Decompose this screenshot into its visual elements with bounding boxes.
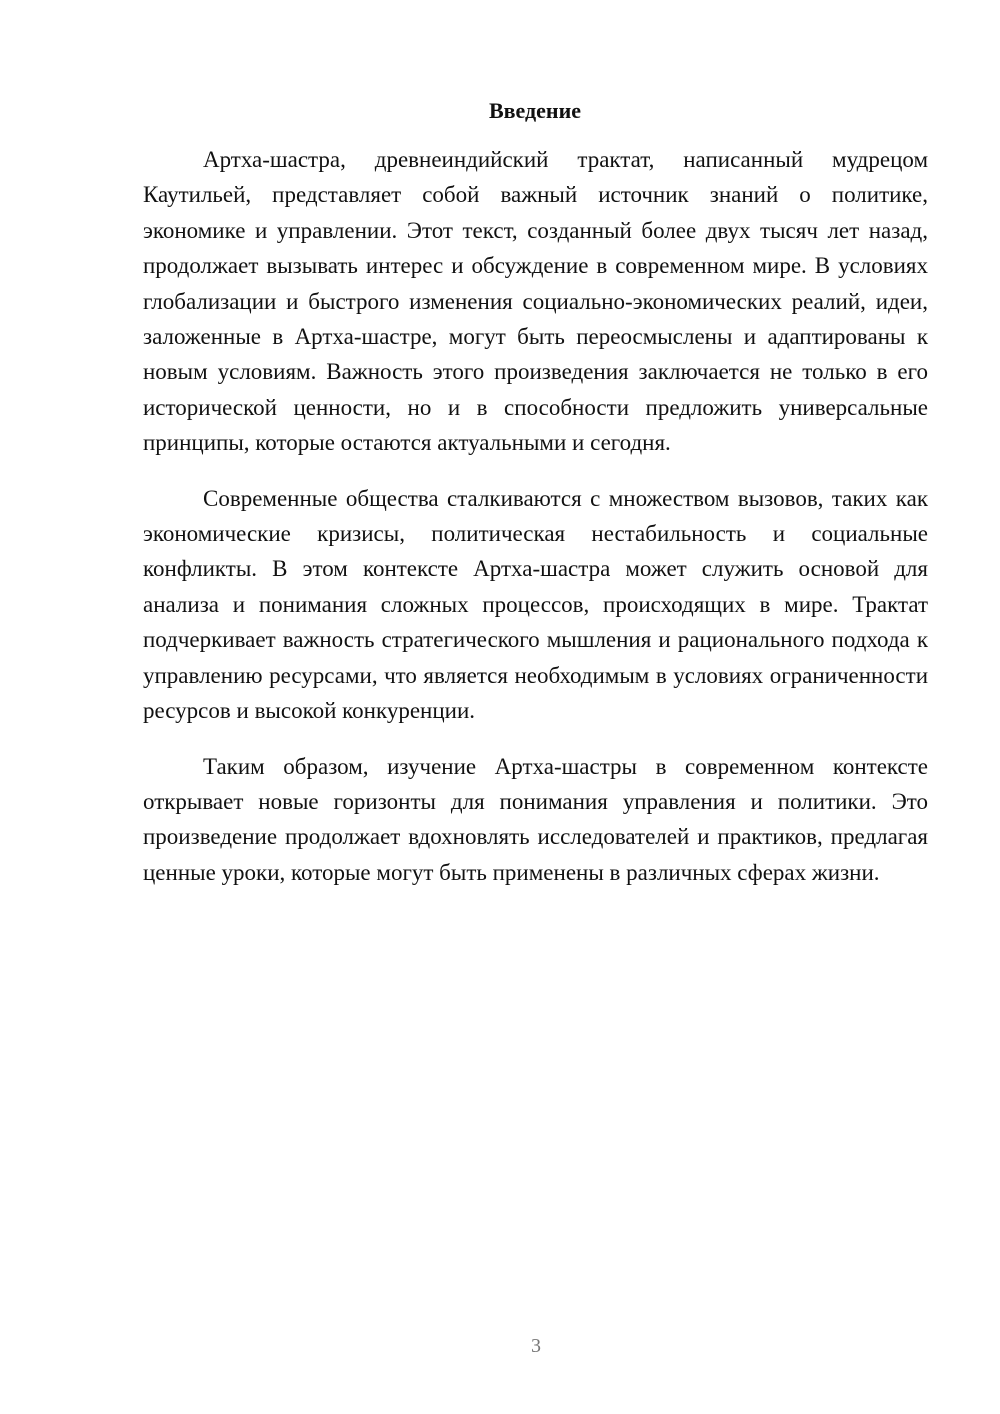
- paragraph-3: Таким образом, изучение Артха-шастры в современном контексте открывает новые горизонты для понимания управления и политики. Это произведение продолжает вдохновлять исследователей и практиков, предлагая ценные уроки, которые могут быть применены в различных сферах жизни.: [143, 753, 928, 885]
- section-title: Введение: [488, 98, 582, 123]
- paragraph-2: Современные общества сталкиваются с множеством вызовов, таких как экономические кризисы, политическая нестабильность и социальные конфликты. В этом контексте Артха-шастра может служить основой для анализа и понимания сложных процессов, происходящих в мире. Трактат подчеркивает важность стратегического мышления и рационального подхода к управлению ресурсами, что является необходимым в условиях ограниченности ресурсов и высокой конкуренции.: [143, 485, 928, 724]
- paragraph-1: Артха-шастра, древнеиндийский трактат, написанный мудрецом Каутильей, представляет собой важный источник знаний о политике, экономике и управлении. Этот текст, созданный более двух тысяч лет назад, продолжает вызывать интерес и обсуждение в современном мире. В условиях глобализации и быстрого изменения социально-экономических реалий, идеи, заложенные в Артха-шастре, могут быть переосмыслены и адаптированы к новым условиям. Важность этого произведения заключается не только в его исторической ценности, но и в способности предложить универсальные принципы, которые остаются актуальными и сегодня.: [143, 147, 928, 456]
- body-text: [143, 142, 928, 910]
- page-number: 3: [531, 1335, 541, 1357]
